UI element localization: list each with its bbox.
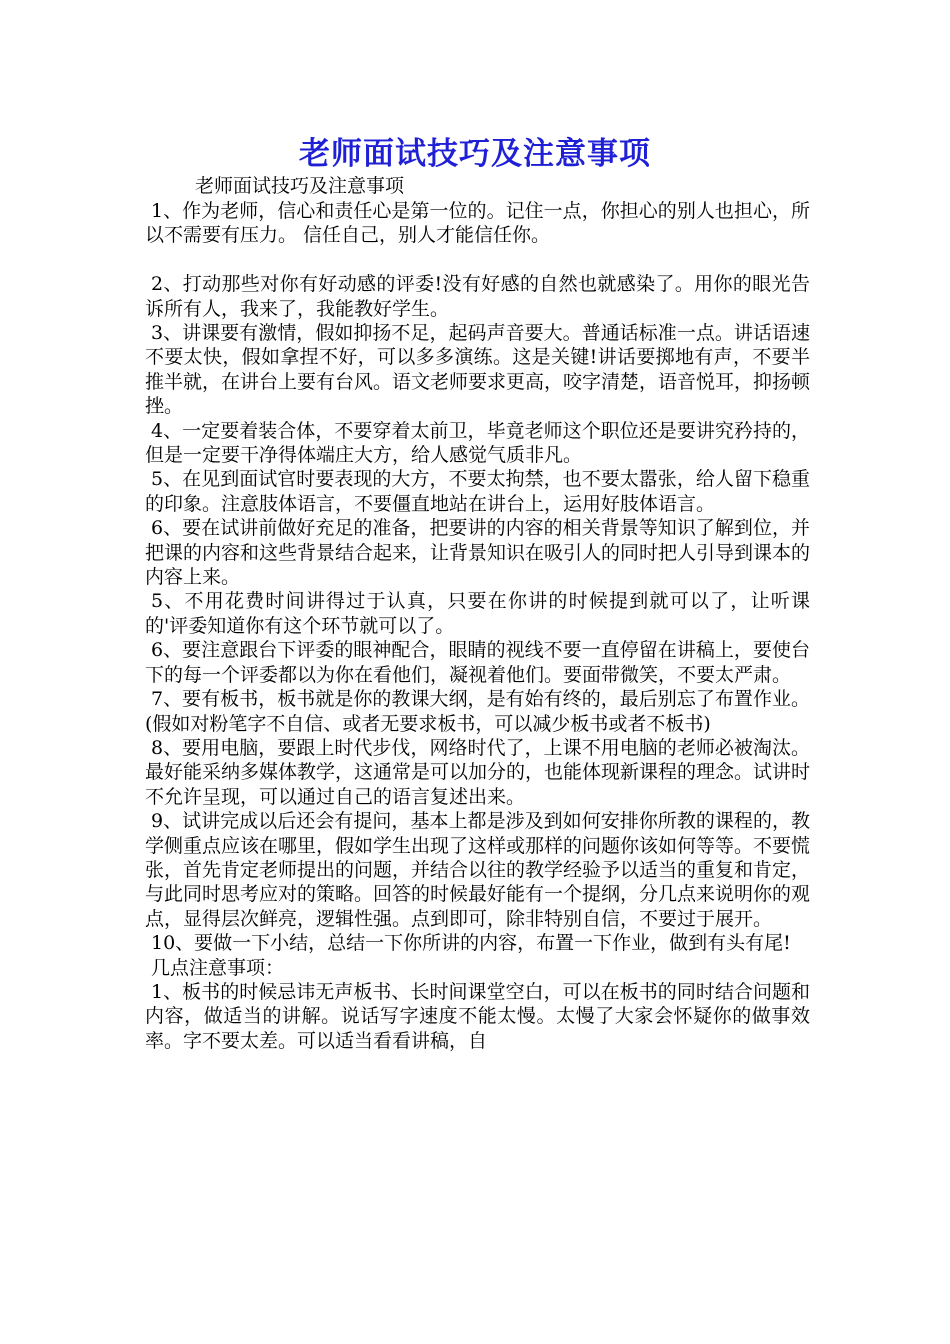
document-subtitle: 老师面试技巧及注意事项 — [195, 175, 405, 197]
paragraph: 2、打动那些对你有好动感的评委!没有好感的自然也就感染了。用你的眼光告诉所有人，我来了，我能教好学生。 — [145, 273, 810, 320]
paragraph-gap — [145, 248, 810, 272]
document-title: 老师面试技巧及注意事项 — [299, 136, 651, 172]
paragraph: 5、在见到面试官时要表现的大方，不要太拘禁，也不要太嚣张，给人留下稳重的印象。注意肢体语言，不要僵直地站在讲台上，运用好肢体语言。 — [145, 468, 810, 515]
paragraph: 1、板书的时候忌讳无声板书、长时间课堂空白，可以在板书的同时结合问题和内容，做适当的讲解。说话写字速度不能太慢。太慢了大家会怀疑你的做事效率。字不要太差。可以适当看看讲稿，自 — [145, 980, 810, 1052]
paragraph: 5、不用花费时间讲得过于认真，只要在你讲的时候提到就可以了，让听课的'评委知道你有这个环节就可以了。 — [145, 590, 810, 637]
paragraph: 4、一定要着装合体，不要穿着太前卫，毕竟老师这个职位还是要讲究矜持的，但是一定要干净得体端庄大方，给人感觉气质非凡。 — [145, 419, 810, 467]
paragraph: 3、讲课要有激情，假如抑扬不足，起码声音要大。普通话标准一点。讲话语速不要太快，假如拿捏不好，可以多多演练。这是关键!讲话要掷地有声，不要半推半就，在讲台上要有台风。语文老师要求更高，咬字清楚，语音悦耳，抑扬顿挫。 — [145, 322, 811, 418]
paragraph: 7、要有板书，板书就是你的教课大纲，是有始有终的，最后别忘了布置作业。(假如对粉笔字不自信、或者无要求板书，可以减少板书或者不板书) — [145, 688, 810, 735]
document-body — [145, 199, 810, 1053]
paragraph: 6、要注意跟台下评委的眼神配合，眼睛的视线不要一直停留在讲稿上，要使台下的每一个评委都以为你在看他们，凝视着他们。要面带微笑，不要太严肃。 — [145, 639, 810, 686]
paragraph: 8、要用电脑，要跟上时代步伐，网络时代了，上课不用电脑的老师必被淘汰。最好能采纳多媒体教学，这通常是可以加分的，也能体现新课程的理念。试讲时不允许呈现，可以通过自己的语言复述出来。 — [145, 736, 811, 808]
paragraph: 10、要做一下小结，总结一下你所讲的内容，布置一下作业，做到有头有尾! — [151, 932, 791, 955]
paragraph: 6、要在试讲前做好充足的准备，把要讲的内容的相关背景等知识了解到位，并把课的内容和这些背景结合起来，让背景知识在吸引人的同时把人引导到课本的内容上来。 — [145, 517, 811, 589]
paragraph: 1、作为老师，信心和责任心是第一位的。记住一点，你担心的别人也担心，所以不需要有压力。 信任自己，别人才能信任你。 — [145, 200, 810, 247]
paragraph: 9、试讲完成以后还会有提问，基本上都是涉及到如何安排你所教的课程的，教学侧重点应该在哪里，假如学生出现了这样或那样的问题你该如何等等。不要慌张，首先肯定老师提出的问题，并结合以往的教学经验予以适当的重复和肯定，与此同时思考应对的策略。回答的时候最好能有一个提纲，分几点来说明你的观点，显得层次鲜亮，逻辑性强。点到即可，除非特别自信，不要过于展开。 — [145, 810, 811, 930]
section-heading: 几点注意事项： — [151, 956, 285, 979]
